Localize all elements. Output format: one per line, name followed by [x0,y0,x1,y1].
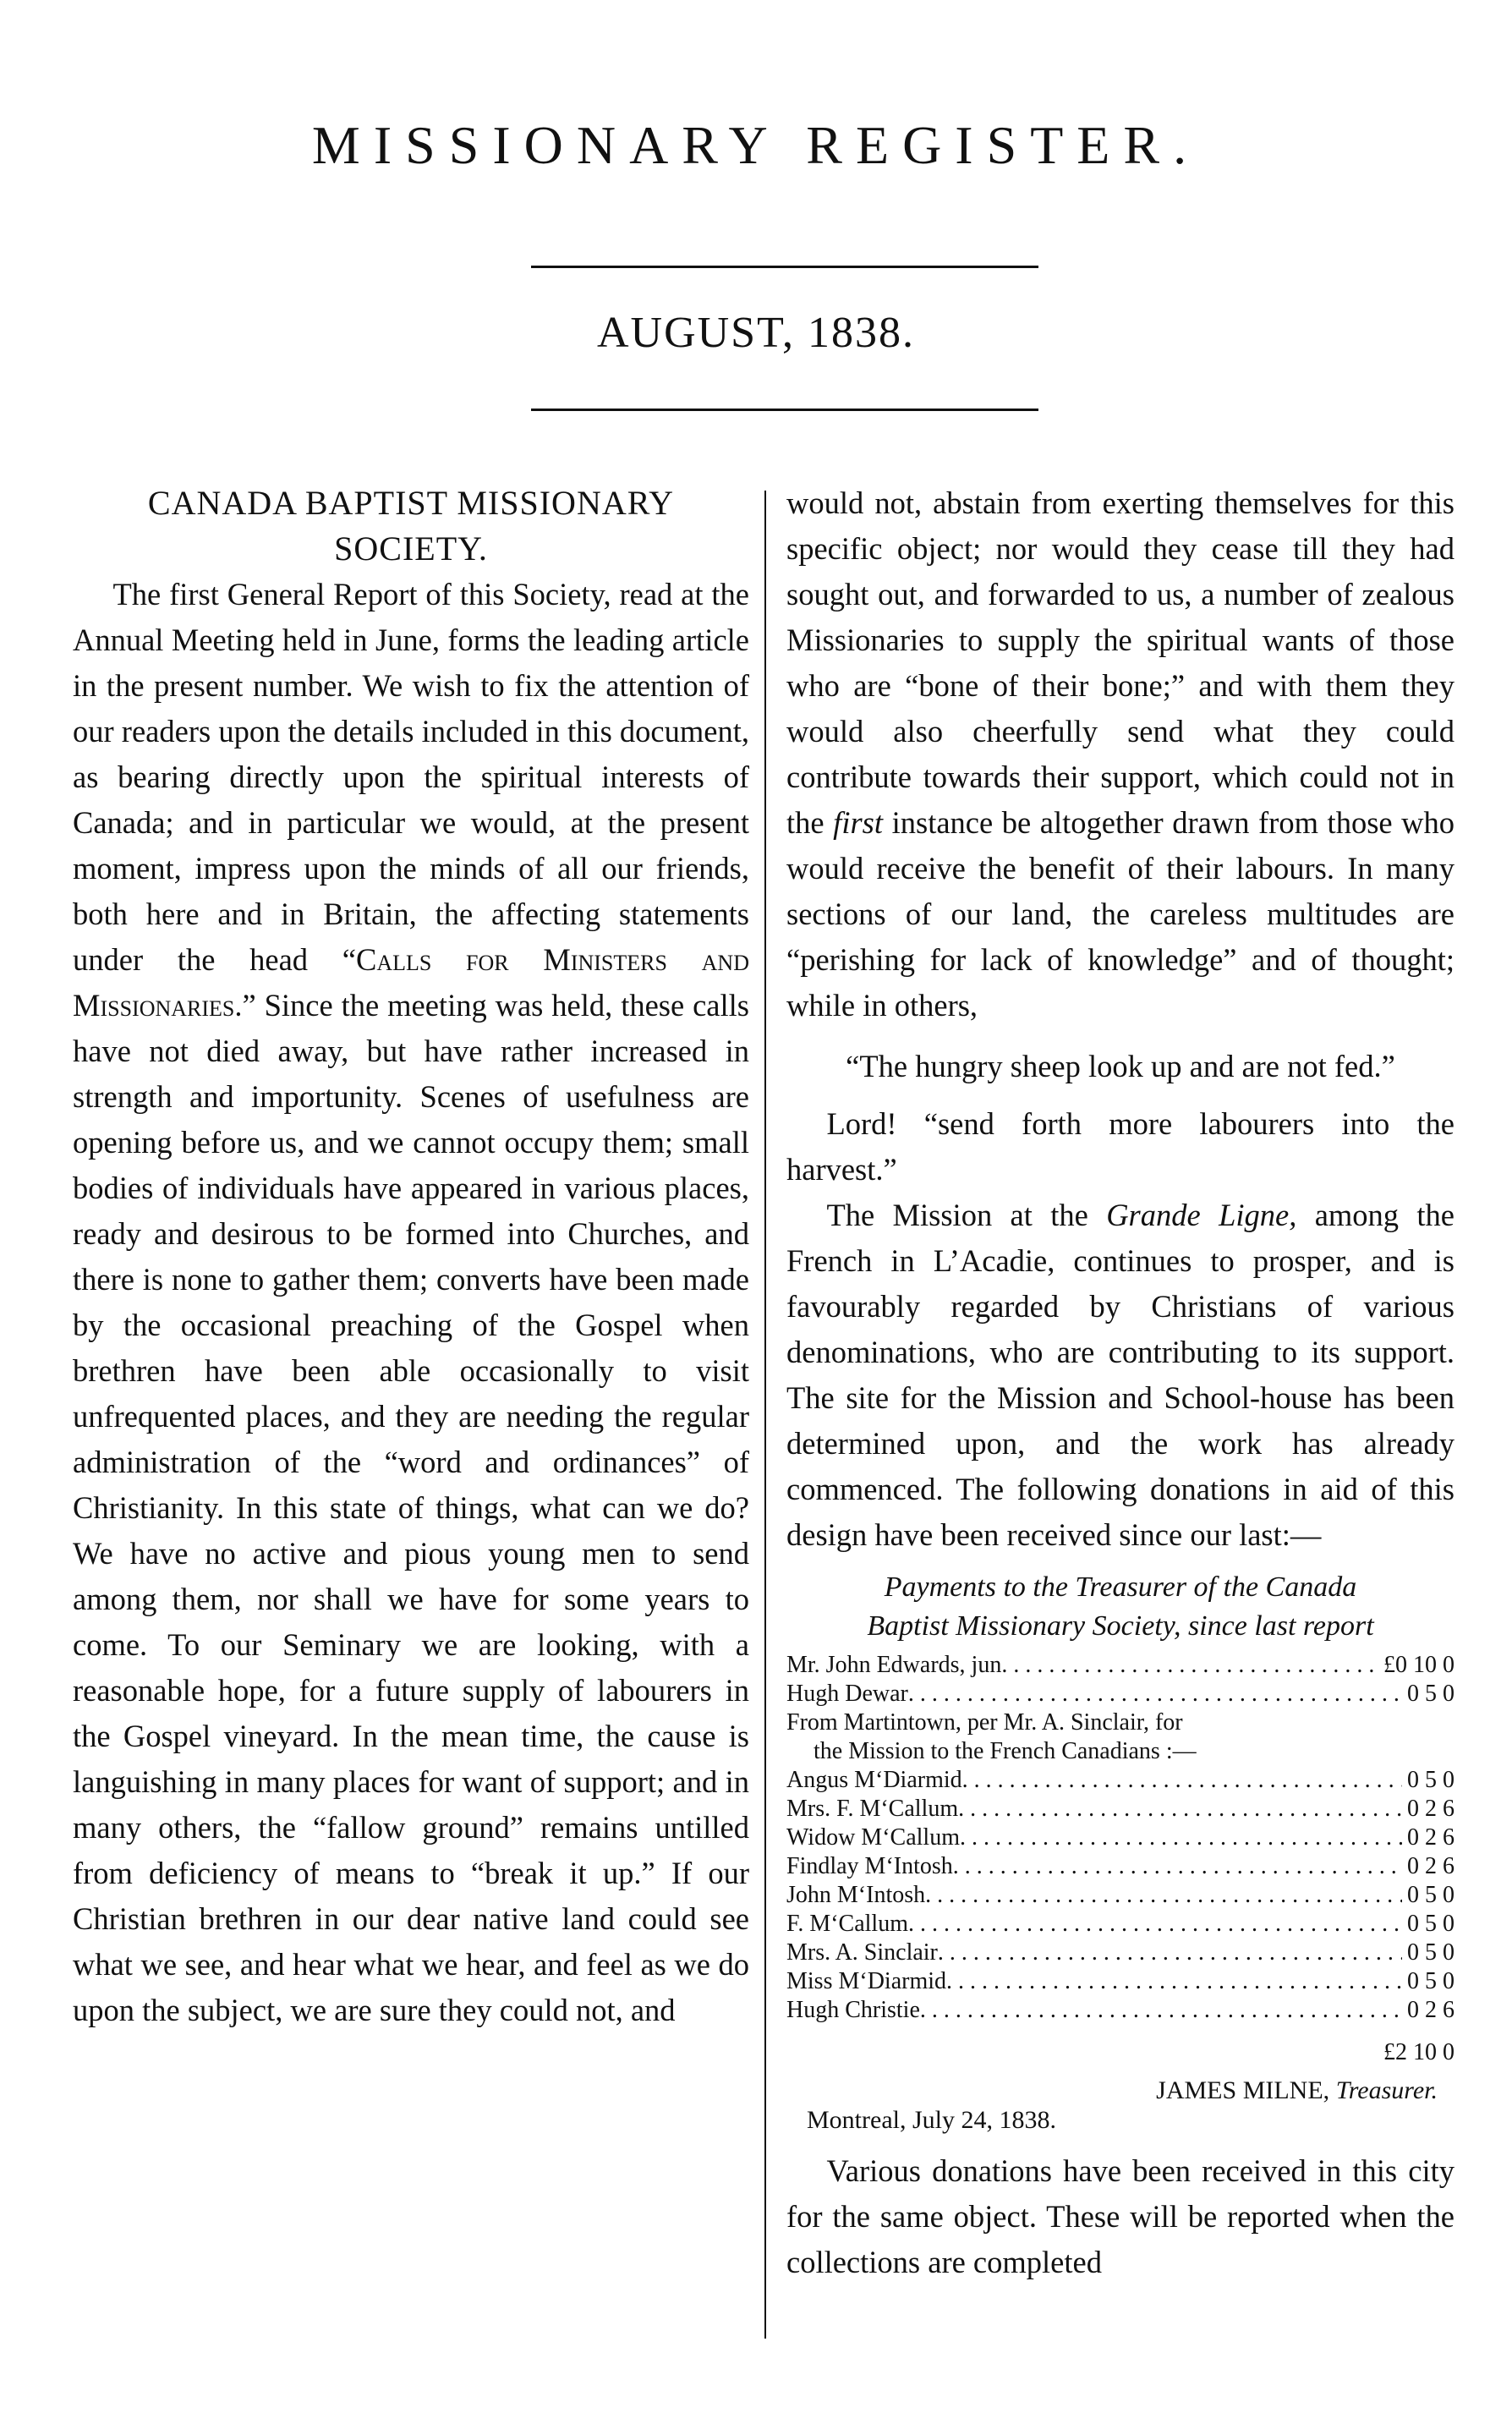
donor-name: Hugh Christie [786,1997,920,2023]
payments-title-line1: Payments to the Treasurer of the Canada [884,1571,1357,1603]
donation-amount: 0 5 0 [1407,1968,1454,1994]
issue-date: AUGUST, 1838. [596,309,916,357]
donation-amount: 0 2 6 [1407,1997,1454,2023]
donor-name: John M‘Intosh [786,1882,926,1908]
leader-dots [962,1766,1402,1795]
ledger-total: £2 10 0 [1383,2039,1454,2065]
ledger-row [786,1680,1454,1708]
donation-amount: 0 2 6 [1407,1853,1454,1879]
paragraph-text: .” Since the meeting was held, these calls have not died away, but have rather increased in strength and importunity. Scenes of usefulness are opening before us, and we cannot occupy them; small bodies of individuals have appeared in various places, ready and desirous to be formed into Churches, and there is none to gather them; converts have been made by the occasional preaching of the Gospel when brethren have been able occasionally to visit unfrequented places, and they are needing the regular administration of the “word and ordinances” of Christianity. In this state of things, what can we do? We have no active and pious young men to send among them, nor shall we have for some years to come. To our Seminary we are looking, with a reasonable hope, for a future supply of labourers in the Gospel vineyard. In the mean time, the cause is languishing in many places for want of support; and in many others, the “fallow ground” remains untilled from deficiency of means to “break it up.” If our Christian brethren in our dear native land could see what we see, and hear what we hear, and feel as we do upon the subject, we are sure they could not, and [73,988,749,2027]
donor-name: Mrs. F. M‘Callum [786,1796,959,1822]
donation-amount: £0 10 0 [1383,1652,1454,1678]
treasurer-name: JAMES MILNE, [1156,2076,1330,2104]
ledger-intro-line2: the Mission to the French Canadians :— [814,1738,1197,1764]
leader-dots [958,1795,1402,1824]
article-paragraph: Lord! “send forth more labourers into the harvest.” [786,1106,1454,1187]
paragraph-text: instance be altogether drawn from those who would receive the benefit of their labours. In many sections of our land, the careless multitudes are “perishing for lack of knowledge” and of thought; while in others, [786,805,1455,1023]
leader-dots [1001,1651,1378,1680]
article-heading-line2: SOCIETY. [334,529,488,568]
ledger-row [786,1651,1454,1680]
treasurer-title: Treasurer. [1335,2076,1438,2104]
emphasis-first: first [833,805,884,840]
donation-amount: 0 5 0 [1407,1939,1454,1966]
paragraph-text: The first General Report of this Society, read at the Annual Meeting held in June, forms the leading article in the present number. We wish to fix the attention of our readers upon the details included in this document, as bearing directly upon the spiritual interests of Canada; and in particular we would, at the present moment, impress upon the minds of all our friends, both here and in Britain, the affecting statements under the head “ [73,577,749,977]
paragraph-text: would not, abstain from exerting themselves for this specific object; nor would they cease till they had sought out, and forwarded to us, a number of zealous Missionaries to supply the spiritual wants of those who are “bone of their bone;” and with them they would also cheerfully send what they could contribute towards their support, which could not in the [786,485,1454,840]
paragraph-text: The Mission at the [826,1198,1088,1232]
donation-amount: 0 2 6 [1407,1796,1454,1822]
donor-name: F. M‘Callum [786,1911,908,1937]
ledger-row [786,1910,1454,1939]
quotation: “The hungry sheep look up and are not fed.” [846,1049,1395,1083]
donor-name: Hugh Dewar [786,1681,908,1707]
leader-dots [938,1939,1402,1967]
donation-amount: 0 5 0 [1407,1911,1454,1937]
article-paragraph [73,572,749,2033]
paragraph-text: among the French in L’Acadie, continues to prosper, and is favourably regarded by Christians of various denominations, who are contributing to its support. The site for the Mission and School-house has been determined upon, and the work has already commenced. The following donations in aid of this design have been received since our last:— [786,1198,1454,1552]
leader-dots [946,1967,1402,1996]
header-rule-bottom [531,409,1038,411]
article-paragraph [786,1193,1454,1558]
payments-title [786,1568,1454,1646]
masthead-title: MISSIONARY REGISTER. [311,115,1201,175]
donor-name: Mr. John Edwards, jun [786,1652,1002,1678]
donation-amount: 0 5 0 [1407,1882,1454,1908]
donor-name: Miss M‘Diarmid [786,1968,946,1994]
donation-amount: 0 5 0 [1407,1681,1454,1707]
article-paragraph [786,480,1454,1028]
treasurer-signature [786,2076,1454,2106]
payments-title-line2: Baptist Missionary Society, since last report [867,1610,1374,1642]
header-rule-top [531,266,1038,268]
donor-name: Findlay M‘Intosh [786,1853,953,1879]
calls-heading-ref: Calls for Ministers and Missionaries [73,942,749,1023]
ledger-row [786,1795,1454,1824]
donation-amount: 0 5 0 [1407,1767,1454,1793]
leader-dots [920,1996,1402,2025]
ledger-row [786,1881,1454,1910]
ledger-row [786,1852,1454,1881]
donation-amount: 0 2 6 [1407,1824,1454,1851]
place-name: Grande Ligne, [1106,1198,1297,1232]
leader-dots [953,1852,1402,1881]
ledger-row [786,1996,1454,2025]
ledger-row [786,1939,1454,1967]
ledger-intro-line1: From Martintown, per Mr. A. Sinclair, for [786,1709,1183,1736]
article-paragraph: Various donations have been received in this city for the same object. These will be reported when the collections are completed [786,2153,1454,2279]
left-column [73,480,749,2033]
donor-name: Widow M‘Callum [786,1824,960,1851]
leader-dots [960,1824,1402,1852]
leader-dots [925,1881,1402,1910]
ledger-row [786,1967,1454,1996]
donor-name: Mrs. A. Sinclair [786,1939,938,1966]
right-column [786,480,1454,2285]
leader-dots [908,1680,1402,1708]
donor-name: Angus M‘Diarmid [786,1767,962,1793]
donation-ledger [786,1651,1454,2067]
article-heading-line1: CANADA BAPTIST MISSIONARY [147,484,675,522]
column-divider [764,491,766,2339]
dateline: Montreal, July 24, 1838. [807,2106,1056,2134]
ledger-row [786,1766,1454,1795]
leader-dots [908,1910,1402,1939]
ledger-row [786,1824,1454,1852]
article-heading [73,480,749,572]
